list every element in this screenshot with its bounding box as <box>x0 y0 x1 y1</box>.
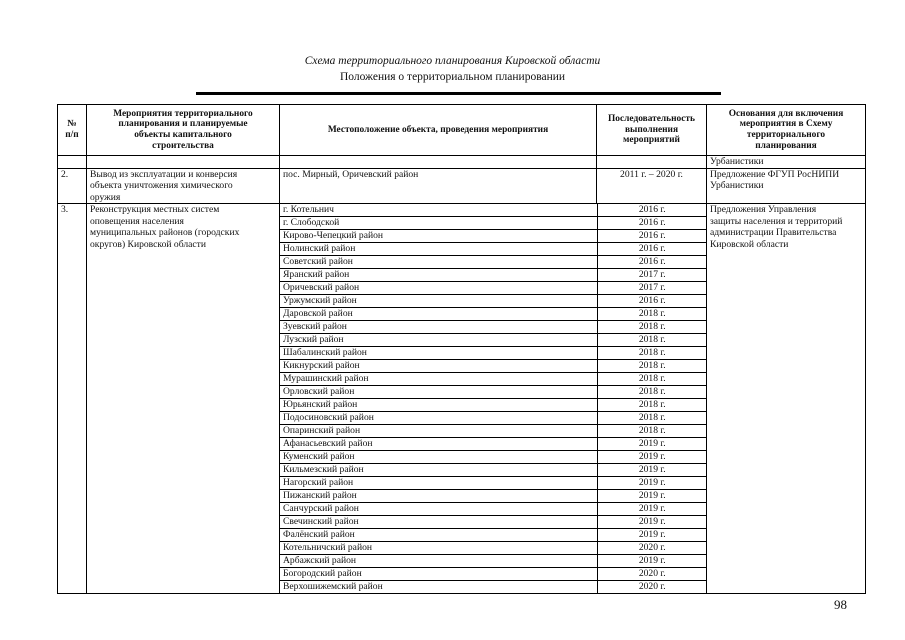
cell-number: 2. <box>58 168 87 204</box>
year-cell: 2018 г. <box>597 373 707 386</box>
header-rule <box>196 92 721 95</box>
location-cell: Свечинский район <box>280 516 597 529</box>
header-line: п/п <box>65 130 79 140</box>
column-header-activity <box>87 105 280 156</box>
year-cell: 2018 г. <box>597 308 707 321</box>
location-cell: Яранский район <box>280 269 597 282</box>
header-line: Местоположение объекта, проведения мероприятия <box>327 124 549 135</box>
year-cell: 2017 г. <box>597 269 707 282</box>
activity-line: муниципальных районов (городских <box>90 227 240 238</box>
list-item <box>280 243 707 256</box>
activity-line: оружия <box>90 191 121 203</box>
table-row-2 <box>58 168 866 204</box>
table-row-3 <box>58 204 866 594</box>
location-cell: Пижанский район <box>280 490 597 503</box>
year-cell: 2016 г. <box>597 217 707 230</box>
locations-schedule-list <box>280 204 707 593</box>
year-cell: 2018 г. <box>597 334 707 347</box>
list-item <box>280 438 707 451</box>
list-item <box>280 256 707 269</box>
location-cell: Уржумский район <box>280 295 597 308</box>
cell-empty <box>597 156 707 169</box>
list-item <box>280 529 707 542</box>
year-cell: 2016 г. <box>597 295 707 308</box>
location-cell: Шабалинский район <box>280 347 597 360</box>
measures-table <box>57 104 866 594</box>
location-cell: Даровской район <box>280 308 597 321</box>
cell-location: пос. Мирный, Оричевский район <box>280 168 597 204</box>
list-item <box>280 516 707 529</box>
list-item <box>280 295 707 308</box>
list-item <box>280 204 707 217</box>
year-cell: 2019 г. <box>597 503 707 516</box>
location-cell: Санчурский район <box>280 503 597 516</box>
header-line: строительства <box>152 140 214 151</box>
year-cell: 2019 г. <box>597 477 707 490</box>
column-header-basis <box>707 105 866 156</box>
header-line: объекты капитального <box>134 130 232 140</box>
activity-line: оповещения населения <box>90 215 184 227</box>
list-item <box>280 347 707 360</box>
basis-line: Кировской области <box>710 238 789 250</box>
year-cell: 2018 г. <box>597 386 707 399</box>
year-cell: 2016 г. <box>597 243 707 256</box>
list-item <box>280 555 707 568</box>
page-number: 98 <box>834 597 847 612</box>
location-cell: Фалёнский район <box>280 529 597 542</box>
year-cell: 2018 г. <box>597 360 707 373</box>
column-header-location <box>280 105 597 156</box>
location-cell: Юрьянский район <box>280 399 597 412</box>
header-line: территориального <box>746 130 826 140</box>
year-cell: 2016 г. <box>597 204 707 217</box>
location-cell: Кильмезский район <box>280 464 597 477</box>
location-cell: Кикнурский район <box>280 360 597 373</box>
list-item <box>280 412 707 425</box>
list-item <box>280 321 707 334</box>
cell-activity <box>87 204 280 594</box>
year-cell: 2019 г. <box>597 555 707 568</box>
year-cell: 2017 г. <box>597 282 707 295</box>
list-item <box>280 451 707 464</box>
location-cell: г. Котельнич <box>280 204 597 217</box>
list-item <box>280 542 707 555</box>
year-cell: 2018 г. <box>597 412 707 425</box>
list-item <box>280 425 707 438</box>
location-cell: Советский район <box>280 256 597 269</box>
basis-line: Предложение ФГУП РосНИПИ <box>710 168 840 180</box>
header-line: выполнения <box>624 124 679 135</box>
year-cell: 2019 г. <box>597 438 707 451</box>
year-cell: 2019 г. <box>597 451 707 464</box>
year-cell: 2018 г. <box>597 321 707 334</box>
location-cell: Кирово-Чепецкий район <box>280 230 597 243</box>
cell-locations-schedule <box>280 204 707 594</box>
list-item <box>280 490 707 503</box>
cell-basis: Урбанистики <box>707 156 866 169</box>
list-item <box>280 360 707 373</box>
basis-line: защиты населения и территорий <box>710 215 843 227</box>
location-cell: Опаринский район <box>280 425 597 438</box>
cell-sequence: 2011 г. – 2020 г. <box>597 168 707 204</box>
location-cell: Орловский район <box>280 386 597 399</box>
location-cell: Куменский район <box>280 451 597 464</box>
year-cell: 2016 г. <box>597 256 707 269</box>
year-cell: 2018 г. <box>597 425 707 438</box>
location-cell: Зуевский район <box>280 321 597 334</box>
year-cell: 2020 г. <box>597 568 707 581</box>
location-cell: Мурашинский район <box>280 373 597 386</box>
location-cell: Нагорский район <box>280 477 597 490</box>
header-line: мероприятия в Схему <box>739 119 833 130</box>
column-header-sequence <box>597 105 707 156</box>
cell-empty <box>58 156 87 169</box>
location-cell: Котельничский район <box>280 542 597 555</box>
basis-line: администрации Правительства <box>710 227 837 238</box>
list-item <box>280 373 707 386</box>
table-row-continuation <box>58 156 866 169</box>
document-title: Схема территориального планирования Кировской области <box>304 55 601 67</box>
list-item <box>280 334 707 347</box>
location-cell: Оричевский район <box>280 282 597 295</box>
cell-empty <box>280 156 597 169</box>
list-item <box>280 568 707 581</box>
header-line: планирования и планируемые <box>118 119 248 130</box>
list-item <box>280 399 707 412</box>
header-line: мероприятий <box>623 135 680 146</box>
cell-basis <box>707 168 866 204</box>
location-cell: Афанасьевский район <box>280 438 597 451</box>
header-line: Последовательность <box>608 114 695 125</box>
basis-line: Урбанистики <box>710 180 764 191</box>
header-line: планирования <box>755 140 817 151</box>
location-cell: г. Слободской <box>280 217 597 230</box>
list-item <box>280 386 707 399</box>
activity-line: объекта уничтожения химического <box>90 180 233 191</box>
activity-line: Вывод из эксплуатации и конверсия <box>90 168 238 180</box>
list-item <box>280 217 707 230</box>
list-item <box>280 230 707 243</box>
year-cell: 2019 г. <box>597 490 707 503</box>
activity-line: округов) Кировской области <box>90 238 206 250</box>
list-item <box>280 477 707 490</box>
list-item <box>280 308 707 321</box>
table-header-row <box>58 105 866 156</box>
cell-activity <box>87 168 280 204</box>
document-subtitle: Положения о территориальном планировании <box>339 71 566 83</box>
list-item <box>280 269 707 282</box>
location-cell: Верхошижемский район <box>283 581 383 592</box>
year-cell: 2018 г. <box>597 399 707 412</box>
basis-line: Предложения Управления <box>710 204 817 215</box>
location-cell: Нолинский район <box>280 243 597 256</box>
list-item <box>280 503 707 516</box>
cell-number: 3. <box>58 204 87 594</box>
year-cell: 2019 г. <box>597 464 707 477</box>
year-cell: 2019 г. <box>597 529 707 542</box>
header-line: Мероприятия территориального <box>113 108 253 119</box>
list-item <box>280 282 707 295</box>
location-cell: Богородский район <box>280 568 597 581</box>
header-line: № <box>67 119 77 130</box>
year-cell: 2016 г. <box>597 230 707 243</box>
year-cell: 2020 г. <box>597 542 707 555</box>
activity-line: Реконструкция местных систем <box>90 204 220 215</box>
cell-empty <box>87 156 280 169</box>
year-cell: 2018 г. <box>597 347 707 360</box>
year-cell: 2020 г. <box>597 581 707 594</box>
list-item <box>280 464 707 477</box>
location-cell: Арбажский район <box>280 555 597 568</box>
column-header-number <box>58 105 87 156</box>
location-cell: Подосиновский район <box>280 412 597 425</box>
location-cell: Лузский район <box>280 334 597 347</box>
year-cell: 2019 г. <box>597 516 707 529</box>
header-line: Основания для включения <box>728 108 844 119</box>
cell-basis <box>707 204 866 594</box>
list-item <box>280 581 707 594</box>
